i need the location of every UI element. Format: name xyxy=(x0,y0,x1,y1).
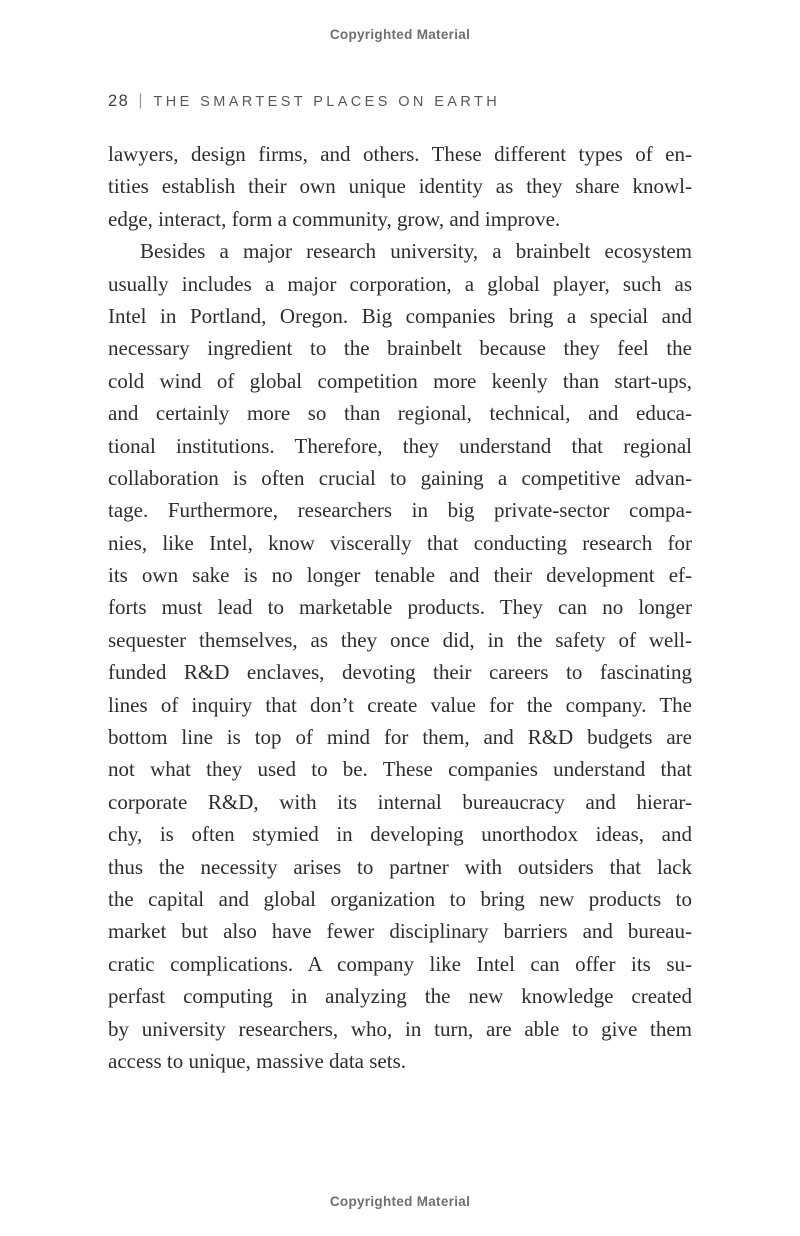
text-line: thus the necessity arises to partner with outsiders that lack xyxy=(108,854,692,879)
text-line: market but also have fewer disciplinary barriers and bureau- xyxy=(108,919,692,944)
text-line: collaboration is often crucial to gaining a competitive advan- xyxy=(108,465,692,490)
text-line: tage. Furthermore, researchers in big private-sector compa- xyxy=(108,498,692,523)
text-line: and certainly more so than regional, technical, and educa- xyxy=(108,401,692,426)
text-line: necessary ingredient to the brainbelt because they feel the xyxy=(108,336,692,361)
text-line: by university researchers, who, in turn, are able to give them xyxy=(108,1016,692,1041)
text-line: lawyers, design firms, and others. These different types of en- xyxy=(108,142,692,166)
copyright-notice-top: Copyrighted Material xyxy=(329,27,471,42)
text-line: the capital and global organization to bring new products to xyxy=(108,886,692,911)
text-line: sequester themselves, as they once did, in the safety of well- xyxy=(108,627,692,652)
text-line: cratic complications. A company like Intel can offer its su- xyxy=(108,951,692,976)
text-line: forts must lead to marketable products. They can no longer xyxy=(108,595,692,620)
page-body-text xyxy=(108,138,692,1077)
header-separator: | xyxy=(138,92,143,109)
text-line: tional institutions. Therefore, they understand that regional xyxy=(108,433,692,458)
text-line: corporate R&D, with its internal bureaucracy and hierar- xyxy=(108,789,692,814)
text-line: perfast computing in analyzing the new knowledge created xyxy=(108,984,692,1009)
running-header xyxy=(108,92,500,111)
text-line: not what they used to be. These companies understand that xyxy=(108,757,692,782)
text-line: chy, is often stymied in developing unorthodox ideas, and xyxy=(108,822,692,847)
text-line: usually includes a major corporation, a global player, such as xyxy=(108,271,692,296)
text-line: lines of inquiry that don’t create value for the company. The xyxy=(108,692,692,717)
text-line: Besides a major research university, a brainbelt ecosystem xyxy=(140,239,692,264)
text-line: bottom line is top of mind for them, and R&D budgets are xyxy=(108,725,692,750)
book-title: THE SMARTEST PLACES ON EARTH xyxy=(153,94,501,110)
text-line: funded R&D enclaves, devoting their careers to fascinating xyxy=(108,660,692,685)
text-line: access to unique, massive data sets. xyxy=(108,1048,406,1073)
text-line: nies, like Intel, know viscerally that conducting research for xyxy=(108,530,692,555)
text-line: its own sake is no longer tenable and their development ef- xyxy=(108,563,692,588)
text-line: cold wind of global competition more keenly than start-ups, xyxy=(108,368,692,393)
page-number: 28 xyxy=(108,92,130,110)
text-line: tities establish their own unique identity as they share knowl- xyxy=(108,174,692,199)
copyright-notice-bottom: Copyrighted Material xyxy=(329,1194,471,1209)
text-line: edge, interact, form a community, grow, and improve. xyxy=(108,206,561,231)
text-line: Intel in Portland, Oregon. Big companies bring a special and xyxy=(108,303,692,328)
